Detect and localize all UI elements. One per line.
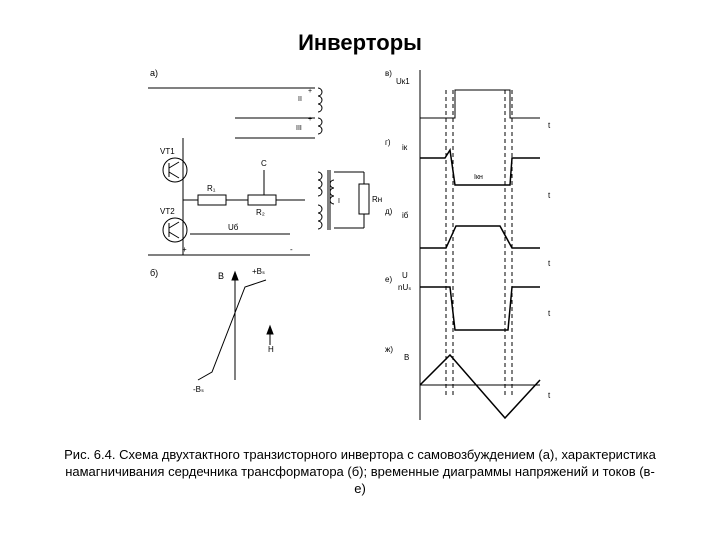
minus-label: - bbox=[290, 245, 293, 254]
page-title: Инверторы bbox=[298, 30, 422, 55]
h-axis-label: H bbox=[268, 345, 274, 354]
ub-label: Uб bbox=[228, 223, 239, 232]
t-axis-d: t bbox=[548, 259, 551, 268]
timing-diagrams bbox=[385, 69, 551, 420]
ik-label: iк bbox=[402, 143, 408, 152]
winding-ii-label: II bbox=[298, 96, 302, 103]
ik-max-label: Iкн bbox=[474, 174, 483, 181]
minus-bs-label: -Bₛ bbox=[193, 385, 204, 394]
panel-label-e: е) bbox=[385, 275, 393, 284]
figure-caption: Рис. 6.4. Схема двухтактного транзисторного инвертора с самовозбуждением (а), характеристика намагничивания сердечника трансформатора (б); временные диаграммы напряжений и токов (в-е) bbox=[64, 447, 656, 496]
ib-label: iб bbox=[402, 211, 409, 220]
t-axis-v: t bbox=[548, 121, 551, 130]
r2-label: R₂ bbox=[256, 208, 265, 217]
panel-label-a: а) bbox=[150, 68, 159, 78]
winding-iii-label: III bbox=[296, 125, 302, 132]
magnetization-panel bbox=[150, 267, 274, 394]
plus-bs-label: +Bₛ bbox=[252, 267, 265, 276]
plus-label: + bbox=[182, 245, 187, 254]
plus-label: + bbox=[308, 88, 313, 95]
panel-label-g: г) bbox=[385, 138, 391, 147]
c-label: C bbox=[261, 159, 267, 168]
panel-label-b: б) bbox=[150, 268, 159, 278]
panel-label-v: в) bbox=[385, 69, 392, 78]
nu-label: nUₛ bbox=[398, 283, 412, 292]
b-label: B bbox=[404, 353, 410, 362]
u-n-label: U bbox=[402, 271, 408, 280]
r1-label: R₁ bbox=[207, 184, 216, 193]
winding-i-label: I bbox=[338, 198, 340, 205]
t-axis-e: t bbox=[548, 309, 551, 318]
rn-label: Rн bbox=[372, 195, 383, 204]
panel-label-d: д) bbox=[385, 207, 393, 216]
b-axis-label: B bbox=[218, 271, 225, 281]
vt1-label: VT1 bbox=[160, 147, 175, 156]
plus-label: + bbox=[308, 116, 313, 123]
vt2-label: VT2 bbox=[160, 207, 175, 216]
t-axis-zh: t bbox=[548, 391, 551, 400]
panel-label-zh: ж) bbox=[385, 345, 394, 354]
t-axis-g: t bbox=[548, 191, 551, 200]
schematic-panel bbox=[148, 68, 382, 255]
u-label: Uк1 bbox=[396, 77, 410, 86]
